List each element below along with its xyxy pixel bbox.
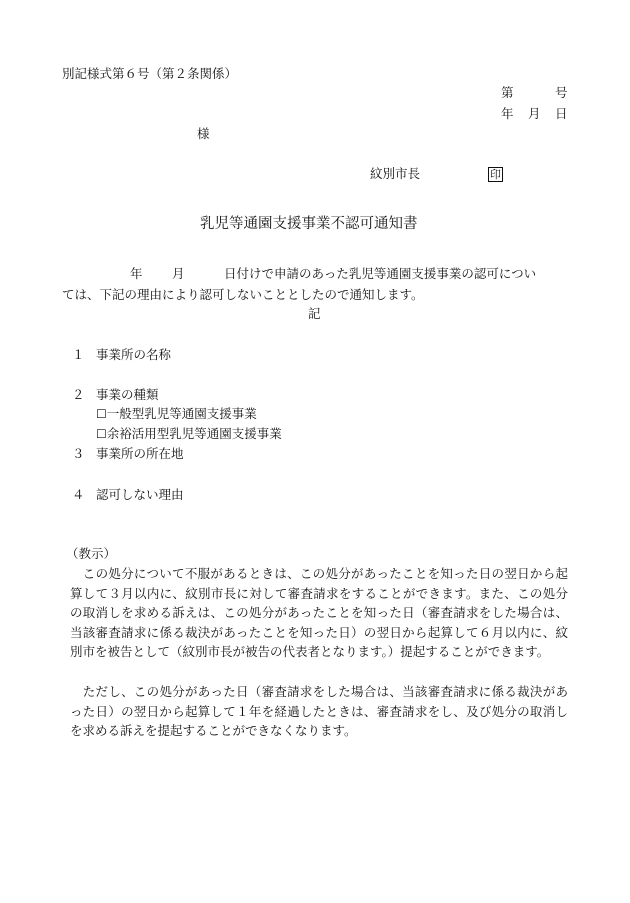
business-type-surplus-label: 余裕活用型乳児等通園支援事業 <box>106 426 282 441</box>
item-1-label: 事業所の名称 <box>96 347 172 362</box>
date-year: 年 <box>501 106 514 121</box>
ki-heading: 記 <box>308 306 321 321</box>
checkbox-surplus[interactable]: ☐ <box>96 427 107 441</box>
seal-mark <box>488 166 503 182</box>
date-day: 日 <box>555 106 568 121</box>
item-2-number: ２ <box>72 387 85 402</box>
intro-month: 月 <box>172 266 185 281</box>
form-number: 別記様式第６号（第２条関係） <box>62 66 238 81</box>
business-type-general <box>96 406 257 422</box>
checkbox-general[interactable]: ☐ <box>96 407 107 421</box>
business-type-surplus <box>96 426 282 442</box>
intro-line2: ては、下記の理由により認可しないこととしたので通知します。 <box>62 287 424 302</box>
seal-mark-text: 印 <box>490 168 501 181</box>
intro-year: 年 <box>130 266 143 281</box>
business-type-general-label: 一般型乳児等通園支援事業 <box>106 406 257 421</box>
item-3-number: ３ <box>72 446 85 461</box>
item-4-label: 認可しない理由 <box>96 487 184 502</box>
item-4-number: ４ <box>72 487 85 502</box>
item-3-label: 事業所の所在地 <box>96 446 184 461</box>
intro-line1: 日付けで申請のあった乳児等通園支援事業の認可につい <box>224 266 537 281</box>
document-title: 乳児等通園支援事業不認可通知書 <box>200 216 418 232</box>
instruction-heading: （教示） <box>66 546 117 561</box>
date-month: 月 <box>528 106 541 121</box>
addressee-suffix: 様 <box>197 126 210 141</box>
doc-number-suffix: 号 <box>555 85 568 100</box>
issuer-name: 紋別市長 <box>370 166 421 181</box>
item-2-label: 事業の種類 <box>96 387 159 402</box>
instruction-paragraph-2: ただし、この処分があった日（審査請求をした場合は、当該審査請求に係る裁決があった日）の翌日から起算して１年を経過したときは、審査請求をし、及び処分の取消しを求める訴えを提起することができなくなります。 <box>70 684 568 739</box>
item-1-number: １ <box>72 347 85 362</box>
doc-number-prefix: 第 <box>501 85 514 100</box>
instruction-paragraph-1: この処分について不服があるときは、この処分があったことを知った日の翌日から起算して３月以内に、紋別市長に対して審査請求をすることができます。また、この処分の取消しを求める訴えは、この処分があったことを知った日（審査請求をした場合は、当該審査請求に係る裁決があったことを知った日）の翌日から起算して６月以内に、紋別市を被告として（紋別市長が被告の代表者となります。）提起することができます。 <box>70 566 568 660</box>
